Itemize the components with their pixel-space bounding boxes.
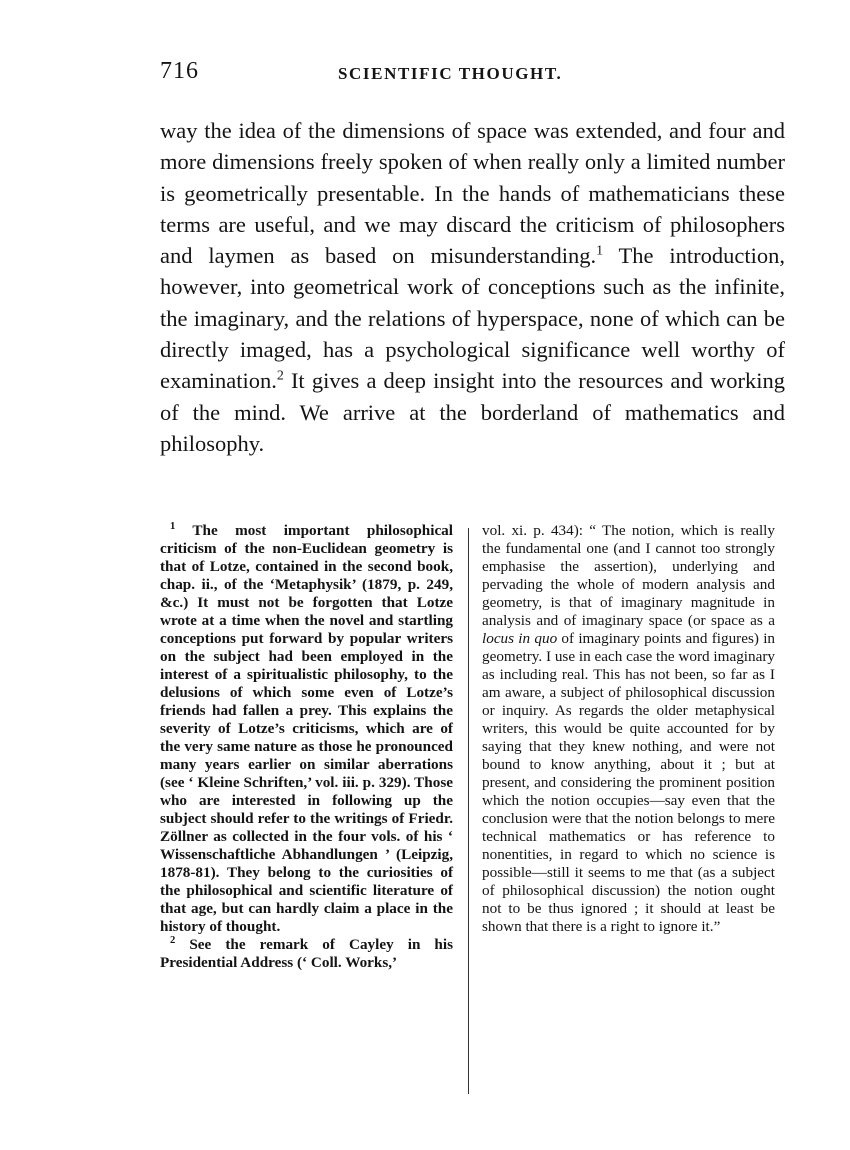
running-header [160,58,785,94]
footnote-2 [160,936,453,972]
footnote-ref-2: 2 [276,368,284,384]
main-text [160,115,785,459]
footnote-column-right [482,522,775,936]
footnote-1-marker: 1 [170,520,176,532]
footnote-2-continuation-b: of imaginary points and figures) in geometry. I use in each case the word imaginary as including real. This has not been, so far as I am aware, a subject of philosophical discussion or inquiry. As regards the older metaphysical writers, this would be quite accounted for by saying that they knew nothing, and were not bound to know anything, about it ; but at present, and considering the prominent position which the notion occupies—say even that the conclusion were that the notion belongs to mere technical mathematics or has reference to nonentities, in regard to which no science is possible—still it seems to me that (as a subject of philosophical discussion) the notion ought not to be thus ignored ; it should at least be shown that there is a right to ignore it.” [482,630,776,935]
footnote-2-italic-phrase: locus in quo [482,630,558,647]
footnote-2-continuation-a: vol. xi. p. 434): “ The notion, which is really the fundamental one (and I cannot too strongly emphasise the assertion), underlying and pervading the whole of modern analysis and geometry, is that of imaginary magnitude in analysis and of imaginary space (or space as a [482,522,775,629]
body-text-part-1: way the idea of the dimensions of space was extended, and four and more dimensions freely spoken of when really only a limited number is geometrically presentable. In the hands of mathematicians these terms are useful, and we may discard the criticism of philosophers and laymen as based on misunderstanding. [160,118,785,269]
footnote-2-continuation [482,522,775,936]
body-paragraph [160,115,785,459]
footnote-2-text: See the remark of Cayley in his Presidential Address (‘ Coll. Works,’ [160,936,454,971]
column-divider [468,528,469,1094]
footnote-1-text: The most important philosophical criticism of the non-Euclidean geometry is that of Lotze, contained in the second book, chap. ii., of the ‘Metaphysik’ (1879, p. 249, &c.) It must not be forgotten that Lotze wrote at a time when the novel and startling conceptions put forward by popular writers on the subject had been employed in the interest of a spiritualistic philosophy, to the delusions of which some even of Lotze’s friends had fallen a prey. This explains the severity of Lotze’s criticisms, which are of the very same nature as those he pronounced many years earlier on similar aberrations (see ‘ Kleine Schriften,’ vol. iii. p. 329). Those who are interested in following up the subject should refer to the writings of Friedr. Zöllner as collected in the four vols. of his ‘ Wissenschaftliche Abhandlungen ’ (Leipzig, 1878-81). They belong to the curiosities of the philosophical and scientific literature of that age, but can hardly claim a place in the history of thought. [160,522,453,935]
footnote-2-marker: 2 [170,934,176,946]
page-number: 716 [160,58,199,84]
footnote-ref-1: 1 [596,243,604,259]
footnote-1 [160,522,453,936]
body-text-part-2: The introduction, however, into geometrical work of conceptions such as the infinite, the imaginary, and the relations of hyperspace, none of which can be directly imaged, has a psychological significance well worthy of examination. [160,243,786,394]
running-title: SCIENTIFIC THOUGHT. [338,64,563,83]
body-text-part-3: It gives a deep insight into the resources and working of the mind. We arrive at the borderland of mathematics and philosophy. [160,368,785,456]
footnotes [160,522,785,1102]
footnote-column-left [160,522,453,972]
